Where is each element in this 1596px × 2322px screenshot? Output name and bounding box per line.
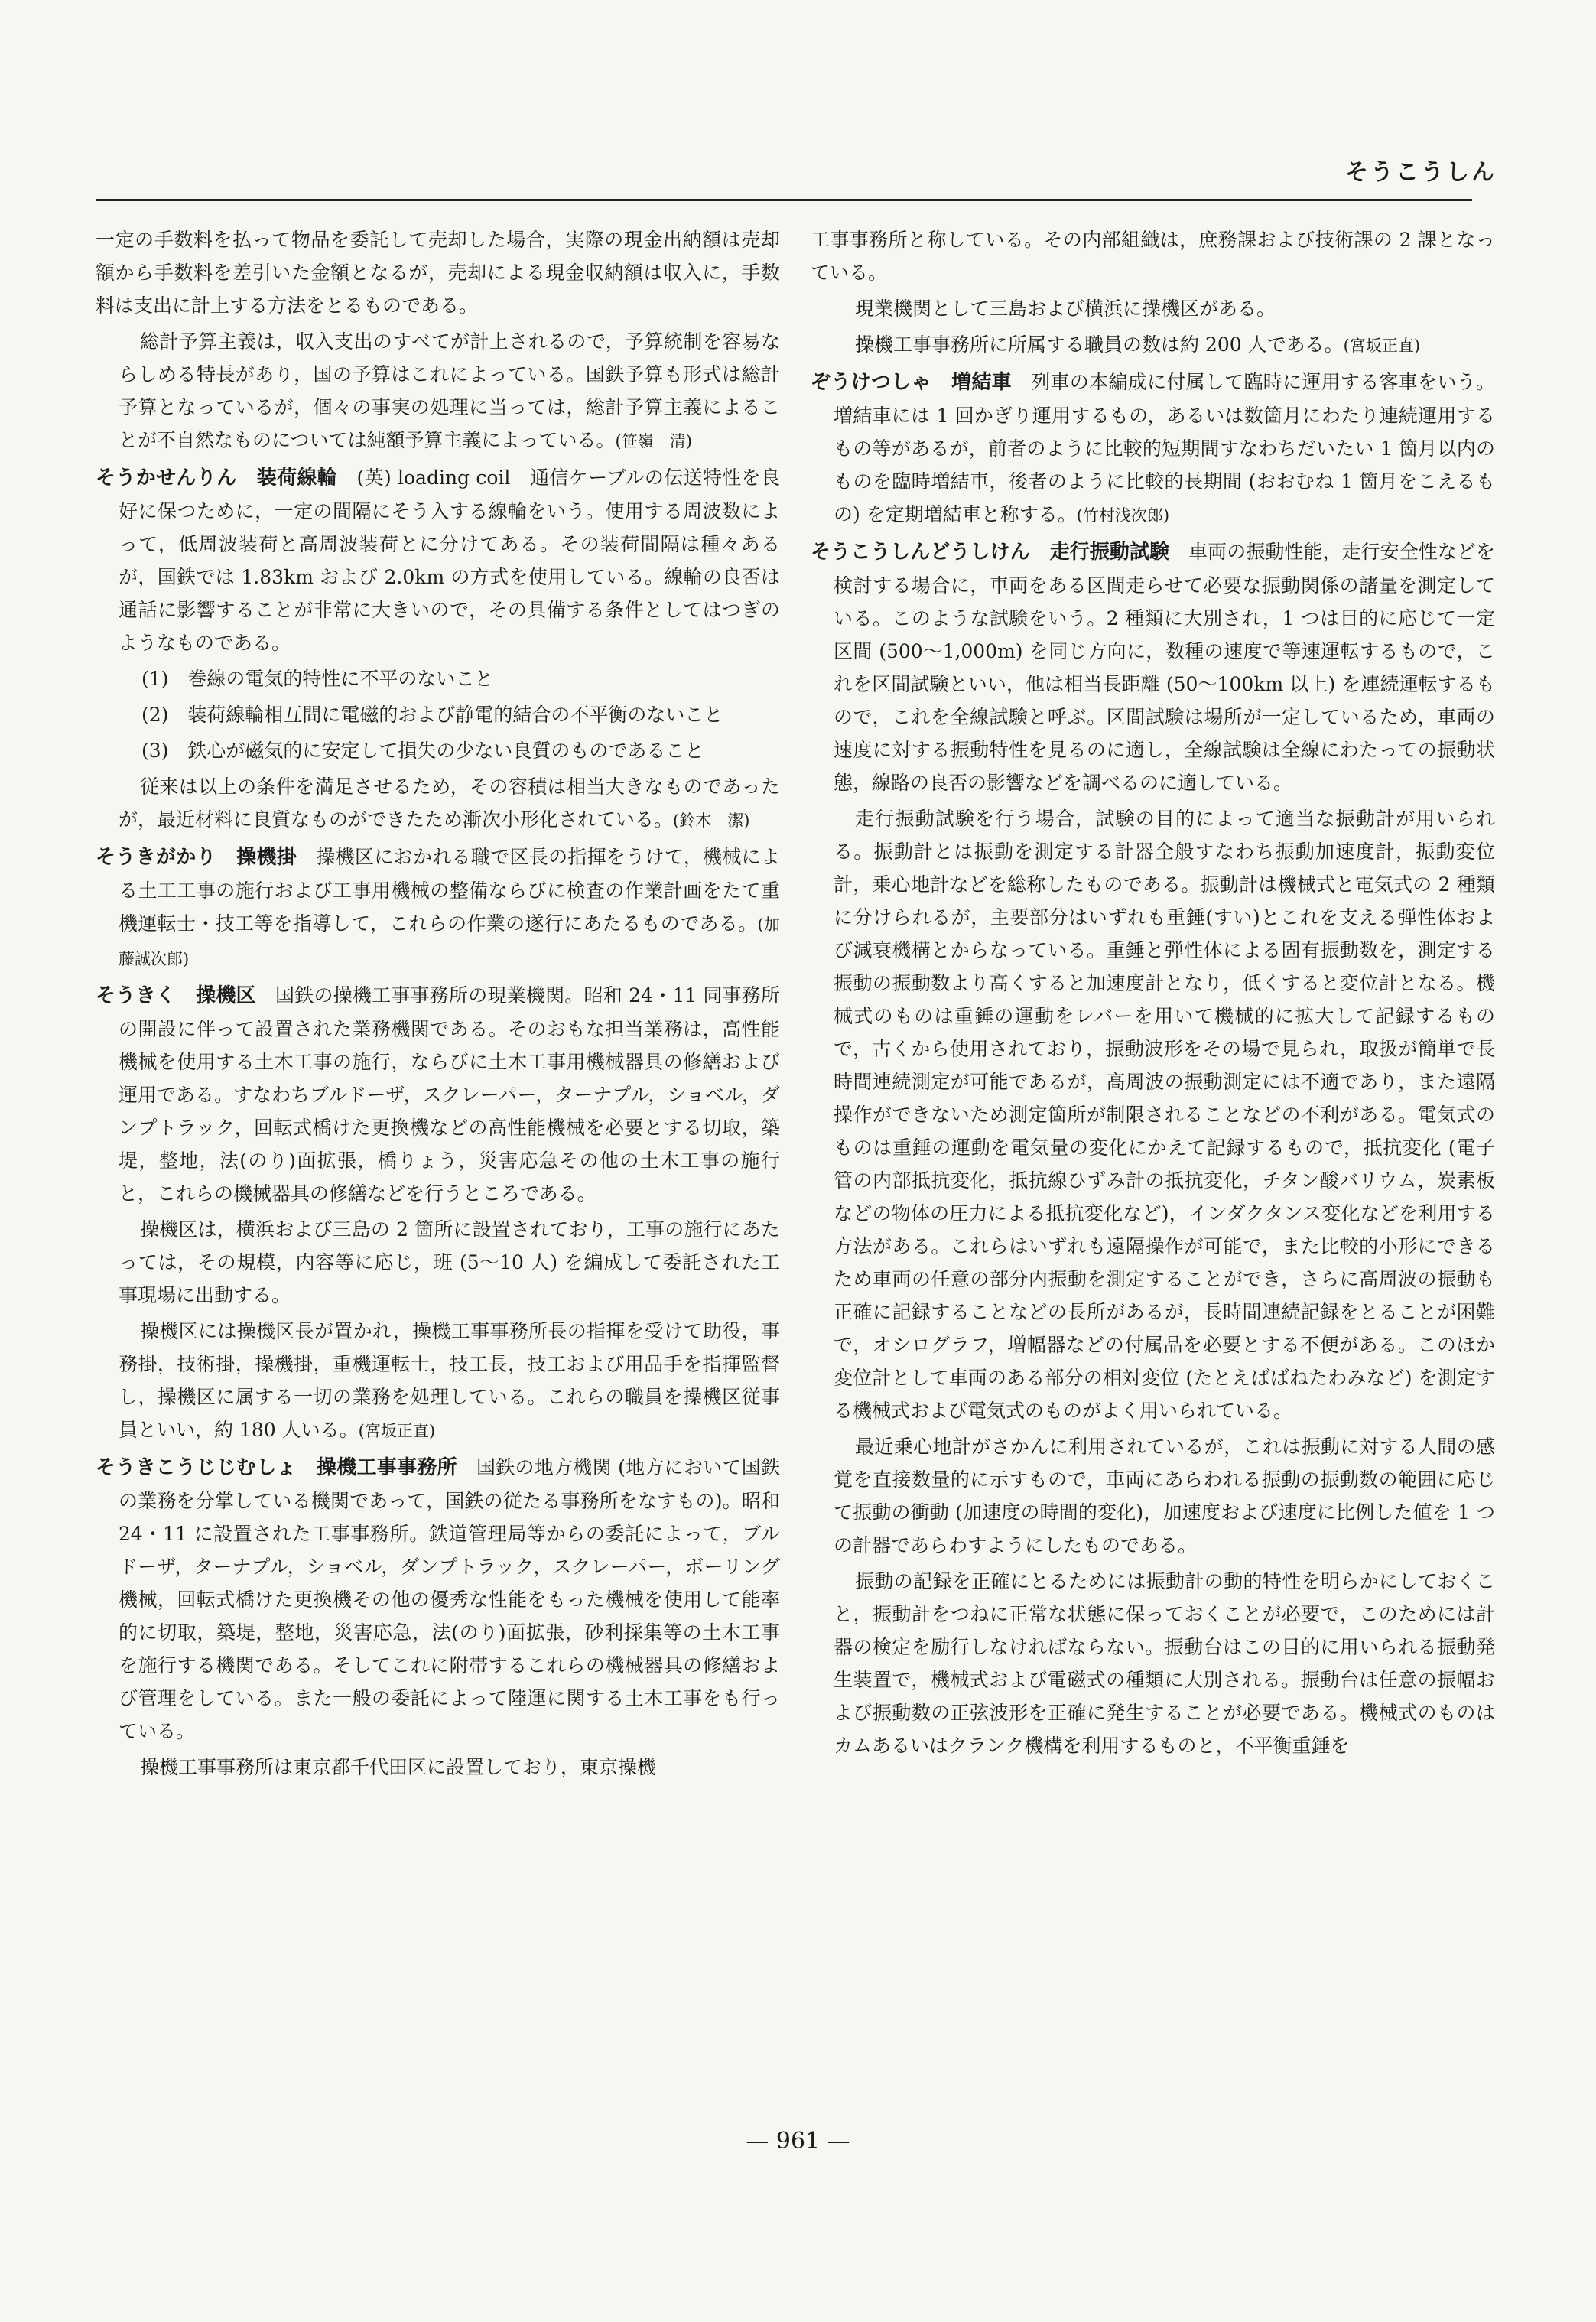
list-item	[96, 698, 780, 731]
author-credit: (宮坂正直)	[358, 1422, 436, 1440]
paragraph-text: 操機区には操機区長が置かれ，操機工事事務所長の指揮を受けて助役，事務掛，技術掛，操機掛，重機運転士，技工長，技工および用品手を指揮監督し，操機区に属する一切の業務を処理している。これらの職員を操機区従事員といい，約 180 人いる。	[119, 1320, 780, 1441]
paragraph	[811, 328, 1495, 363]
paragraph	[96, 1213, 780, 1312]
paragraph-text: (3) 鉄心が磁気的に安定して損失の少ない良質のものであること	[141, 740, 704, 762]
paragraph-text: 総計予算主義は，収入支出のすべてが計上されるので，予算統制を容易ならしめる特長があり，国の予算はこれによっている。国鉄予算も形式は総計予算となっているが，個々の事実の処理に当っては，総計予算主義によることが不自然なものについては純額予算主義によっている。	[119, 330, 780, 451]
dictionary-entry	[811, 535, 1495, 799]
dictionary-entry	[96, 1451, 780, 1748]
author-credit: (宮坂正直)	[1343, 337, 1421, 355]
paragraph-text: 列車の本編成に付属して臨時に運用する客車をいう。増結車には 1 回かぎり運用するもの，あるいは数箇月にわたり連続運用するもの等があるが，前者のように比較的短期間すなわちだいたい 1 箇月以内のものを臨時増結車，後者のように比較的長期間 (おおむね 1 箇月をこえるもの) を定期増結車と称する。	[834, 371, 1495, 525]
paragraph	[811, 802, 1495, 1427]
entry-headword: そうきく 操機区	[96, 984, 256, 1007]
entry-headword: ぞうけつしゃ 増結車	[811, 371, 1012, 394]
paragraph-text: (2) 装荷線輪相互間に電磁的および静電的結合の不平衡のないこと	[141, 704, 723, 726]
dictionary-entry	[96, 979, 780, 1210]
entry-headword: そうきこうじじむしょ 操機工事事務所	[96, 1456, 457, 1479]
entry-headword: そうかせんりん 装荷線輪	[96, 467, 338, 489]
paragraph-text: 操機区におかれる職で区長の指揮をうけて，機械による土工工事の施行および工事用機械の整備ならびに検査の作業計画をたて重機運転士・技工等を指導して，これらの作業の遂行にあたるものである。	[119, 846, 780, 935]
paragraph	[96, 1315, 780, 1448]
paragraph-text: 現業機関として三島および横浜に操機区がある。	[855, 298, 1276, 320]
author-credit: (鈴木 潔)	[673, 811, 750, 830]
paragraph-text: 国鉄の操機工事事務所の現業機関。昭和 24・11 同事務所の開設に伴って設置された業務機関である。そのおもな担当業務は，高性能機械を使用する土木工事の施行，ならびに土木工事用機械器具の修繕および運用である。すなわちブルドーザ，スクレーパー，ターナプル，ショベル，ダンプトラック，回転式橋けた更換機などの高性能機械を必要とする切取，築堤，整地，法(のり)面拡張，橋りょう，災害応急その他の土木工事の施行と，これらの機械器具の修繕などを行うところである。	[119, 984, 780, 1205]
running-header: そうこうしん	[1345, 159, 1497, 186]
header-rule	[96, 199, 1472, 201]
paragraph	[96, 770, 780, 837]
paragraph-text: 走行振動試験を行う場合，試験の目的によって適当な振動計が用いられる。振動計とは振動を測定する計器全般すなわち振動加速度計，振動変位計，乗心地計などを総称したものである。振動計は機械式と電気式の 2 種類に分けられるが，主要部分はいずれも重錘(すい)とこれを支える弾性体および減衰機構とからなっている。重錘と弾性体による固有振動数を，測定する振動の振動数より高くすると加速度計となり，低くすると変位計となる。機械式のものは重錘の運動をレバーを用いて機械的に拡大して記録するもので，古くから使用されており，振動波形をその場で見られ，取扱が簡単で長時間連続測定が可能であるが，高周波の振動測定には不適であり，また遠隔操作ができないため測定箇所が制限されることなどの不利がある。電気式のものは重錘の運動を電気量の変化にかえて記録するもので，抵抗変化 (電子管の内部抵抗変化，抵抗線ひずみ計の抵抗変化，チタン酸バリウム，炭素板などの物体の圧力による抵抗変化など)，インダクタンス変化などを利用する方法がある。これらはいずれも遠隔操作が可能で，また比較的小形にできるため車両の任意の部分内振動を測定することができ，さらに高周波の振動も正確に記録することなどの長所があるが，長時間連続記録をとることが困難で，オシログラフ，増幅器などの付属品を必要とする不便がある。このほか変位計として車両のある部分の相対変位 (たとえばばねたわみなど) を測定する機械式および電気式のものがよく用いられている。	[834, 808, 1495, 1422]
paragraph-text: 操機工事事務所に所属する職員の数は約 200 人である。	[855, 333, 1344, 356]
dictionary-entry	[96, 841, 780, 976]
paragraph-text: 車両の振動性能，走行安全性などを検討する場合に，車両をある区間走らせて必要な振動関係の諸量を測定している。このような試験をいう。2 種類に大別され，1 つは目的に応じて一定区間 (500〜1,000m) を同じ方向に，数種の速度で等速運転するもので，これを区間試験といい，他は相当長距離 (50〜100km 以上) を連続運転するもので，これを全線試験と呼ぶ。区間試験は場所が一定しているため，車両の速度に対する振動特性を見るのに適し，全線試験は全線にわたっての振動状態，線路の良否の影響などを調べるのに適している。	[834, 541, 1495, 794]
paragraph-text: 工事事務所と称している。その内部組織は，庶務課および技術課の 2 課となっている。	[811, 229, 1495, 284]
paragraph-text: (英) loading coil 通信ケーブルの伝送特性を良好に保つために，一定の間隔にそう入する線輪をいう。使用する周波数によって，低周波装荷と高周波装荷とに分けてある。その装荷間隔は種々あるが，国鉄では 1.83km および 2.0km の方式を使用している。線輪の良否は通話に影響することが非常に大きいので，その具備する条件としてはつぎのようなものである。	[119, 467, 780, 654]
paragraph-text: 従来は以上の条件を満足させるため，その容積は相当大きなものであったが，最近材料に良質なものができたため漸次小形化されている。	[119, 776, 780, 831]
paragraph-text: 操機工事事務所は東京都千代田区に設置しており，東京操機	[140, 1756, 657, 1778]
page-number: — 961 —	[746, 2128, 850, 2155]
paragraph-text: 振動の記録を正確にとるためには振動計の動的特性を明らかにしておくこと，振動計をつねに正常な状態に保っておくことが必要で，このためには計器の検定を励行しなければならない。振動台はこの目的に用いられる振動発生装置で，機械式および電磁式の種類に大別される。振動台は任意の振幅および振動数の正弦波形を正確に発生することが必要である。機械式のものはカムあるいはクランク機構を利用するものと，不平衡重錘を	[834, 1570, 1495, 1757]
paragraph	[811, 1565, 1495, 1762]
entry-headword: そうきがかり 操機掛	[96, 846, 297, 869]
paragraph-text: 最近乗心地計がさかんに利用されているが，これは振動に対する人間の感覚を直接数量的に示すもので，車両にあらわれる振動の振動数の範囲に応じて振動の衝動 (加速度の時間的変化)，加速度および速度に比例した値を 1 つの計器であらわすようにしたものである。	[834, 1436, 1495, 1556]
author-credit: (竹村浅次郎)	[1076, 506, 1170, 525]
author-credit: (加藤誠次郎)	[119, 915, 780, 968]
paragraph	[96, 1751, 780, 1784]
list-item	[96, 734, 780, 767]
entry-headword: そうこうしんどうしけん 走行振動試験	[811, 541, 1170, 564]
list-item	[96, 662, 780, 695]
left-column	[96, 223, 780, 1787]
paragraph	[811, 1430, 1495, 1562]
right-column	[811, 223, 1495, 1765]
dictionary-entry	[96, 461, 780, 659]
paragraph-text: 操機区は，横浜および三島の 2 箇所に設置されており，工事の施行にあたっては，その規模，内容等に応じ，班 (5〜10 人) を編成して委託された工事現場に出動する。	[119, 1218, 780, 1306]
paragraph-text: 一定の手数料を払って物品を委託して売却した場合，実際の現金出納額は売却額から手数料を差引いた金額となるが，売却による現金収納額は収入に，手数料は支出に計上する方法をとるものである。	[96, 229, 780, 317]
paragraph-text: 国鉄の地方機関 (地方において国鉄の業務を分掌している機関であって，国鉄の従たる事務所をなすもの)。昭和 24・11 に設置された工事事務所。鉄道管理局等からの委託によって，ブルドーザ，ターナプル，ショベル，ダンプトラック，スクレーパー，ボーリング機械，回転式橋けた更換機その他の優秀な性能をもった機械を使用して能率的に切取，築堤，整地，災害応急，法(のり)面拡張，砂利採集等の土木工事を施行する機関である。そしてこれに附帯するこれらの機械器具の修繕および管理をしている。また一般の委託によって陸運に関する土木工事をも行っている。	[119, 1456, 780, 1742]
continued-paragraph	[96, 223, 780, 322]
continued-paragraph	[811, 223, 1495, 289]
dictionary-entry	[811, 366, 1495, 532]
paragraph	[811, 292, 1495, 325]
author-credit: (笹嶺 清)	[615, 432, 692, 450]
paragraph	[96, 325, 780, 458]
paragraph-text: (1) 巻線の電気的特性に不平のないこと	[141, 668, 494, 690]
